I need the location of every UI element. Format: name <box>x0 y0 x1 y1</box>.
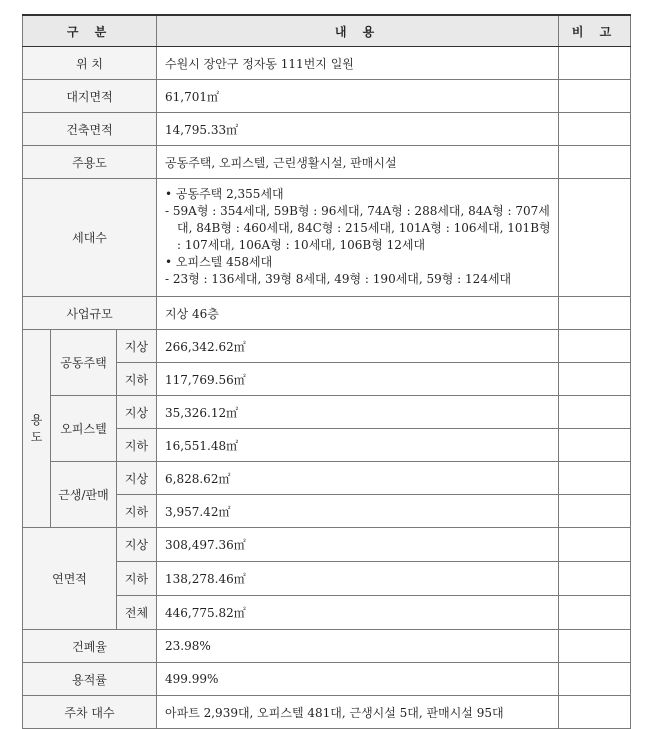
value-gross-above: 308,497.36㎡ <box>157 528 559 562</box>
note-cell <box>559 528 631 562</box>
note-cell <box>559 696 631 729</box>
label-building-area: 건축면적 <box>23 113 157 146</box>
note-cell <box>559 363 631 396</box>
value-gross-below: 138,278.46㎡ <box>157 562 559 596</box>
row-main-use <box>23 146 631 179</box>
row-scale <box>23 297 631 330</box>
note-cell <box>559 80 631 113</box>
label-usage: 용 도 <box>23 330 51 528</box>
value-scale: 지상 46층 <box>157 297 559 330</box>
row-parking <box>23 696 631 729</box>
note-cell <box>559 113 631 146</box>
header-note: 비 고 <box>559 15 631 47</box>
note-cell <box>559 495 631 528</box>
label-far: 용적률 <box>23 663 157 696</box>
row-coverage <box>23 630 631 663</box>
note-cell <box>559 562 631 596</box>
label-below: 지하 <box>117 429 157 462</box>
value-officetel-below: 16,551.48㎡ <box>157 429 559 462</box>
note-cell <box>559 146 631 179</box>
row-usage-officetel-above <box>23 396 631 429</box>
label-main-use: 주용도 <box>23 146 157 179</box>
note-cell <box>559 663 631 696</box>
label-scale: 사업규모 <box>23 297 157 330</box>
value-apartment-above: 266,342.62㎡ <box>157 330 559 363</box>
row-usage-apartment-above <box>23 330 631 363</box>
value-households <box>157 179 559 297</box>
label-households: 세대수 <box>23 179 157 297</box>
value-apartment-below: 117,769.56㎡ <box>157 363 559 396</box>
household-apartment-total: • 공동주택 2,355세대 <box>165 187 284 201</box>
household-officetel-total: • 오피스텔 458세대 <box>165 255 273 269</box>
header-category: 구 분 <box>23 15 157 47</box>
label-gross-area: 연면적 <box>23 528 117 630</box>
header-content: 내 용 <box>157 15 559 47</box>
row-site-area <box>23 80 631 113</box>
note-cell <box>559 297 631 330</box>
row-far <box>23 663 631 696</box>
project-spec-table <box>22 14 631 729</box>
value-location: 수원시 장안구 정자동 111번지 일원 <box>157 47 559 80</box>
value-far: 499.99% <box>157 663 559 696</box>
label-coverage: 건폐율 <box>23 630 157 663</box>
note-cell <box>559 429 631 462</box>
row-location <box>23 47 631 80</box>
label-total: 전체 <box>117 596 157 630</box>
note-cell <box>559 596 631 630</box>
label-site-area: 대지면적 <box>23 80 157 113</box>
value-site-area: 61,701㎡ <box>157 80 559 113</box>
household-officetel-types: - 23형 : 136세대, 39형 8세대, 49형 : 190세대, 59형 : 124세대 <box>165 272 512 286</box>
note-cell <box>559 396 631 429</box>
household-apartment-types: - 59A형 : 354세대, 59B형 : 96세대, 74A형 : 288세대, 84A형 : 707세대, 84B형 : 460세대, 84C형 : 215세대, 101A형 : 106세대, 101B형 : 107세대, 106A형 : 10세대, 106B형 12세대 <box>165 204 551 252</box>
note-cell <box>559 630 631 663</box>
note-cell <box>559 462 631 495</box>
label-below: 지하 <box>117 363 157 396</box>
value-building-area: 14,795.33㎡ <box>157 113 559 146</box>
label-below: 지하 <box>117 495 157 528</box>
value-gross-total: 446,775.82㎡ <box>157 596 559 630</box>
label-above: 지상 <box>117 330 157 363</box>
label-usage-officetel: 오피스텔 <box>51 396 117 462</box>
label-above: 지상 <box>117 462 157 495</box>
label-location: 위 치 <box>23 47 157 80</box>
row-usage-retail-above <box>23 462 631 495</box>
label-above: 지상 <box>117 528 157 562</box>
row-households <box>23 179 631 297</box>
value-retail-below: 3,957.42㎡ <box>157 495 559 528</box>
row-building-area <box>23 113 631 146</box>
label-parking: 주차 대수 <box>23 696 157 729</box>
value-main-use: 공동주택, 오피스텔, 근린생활시설, 판매시설 <box>157 146 559 179</box>
note-cell <box>559 47 631 80</box>
note-cell <box>559 179 631 297</box>
value-officetel-above: 35,326.12㎡ <box>157 396 559 429</box>
label-usage-retail: 근생/판매 <box>51 462 117 528</box>
value-coverage: 23.98% <box>157 630 559 663</box>
label-usage-apartment: 공동주택 <box>51 330 117 396</box>
value-retail-above: 6,828.62㎡ <box>157 462 559 495</box>
row-gross-above <box>23 528 631 562</box>
label-below: 지하 <box>117 562 157 596</box>
value-parking: 아파트 2,939대, 오피스텔 481대, 근생시설 5대, 판매시설 95대 <box>157 696 559 729</box>
note-cell <box>559 330 631 363</box>
label-above: 지상 <box>117 396 157 429</box>
